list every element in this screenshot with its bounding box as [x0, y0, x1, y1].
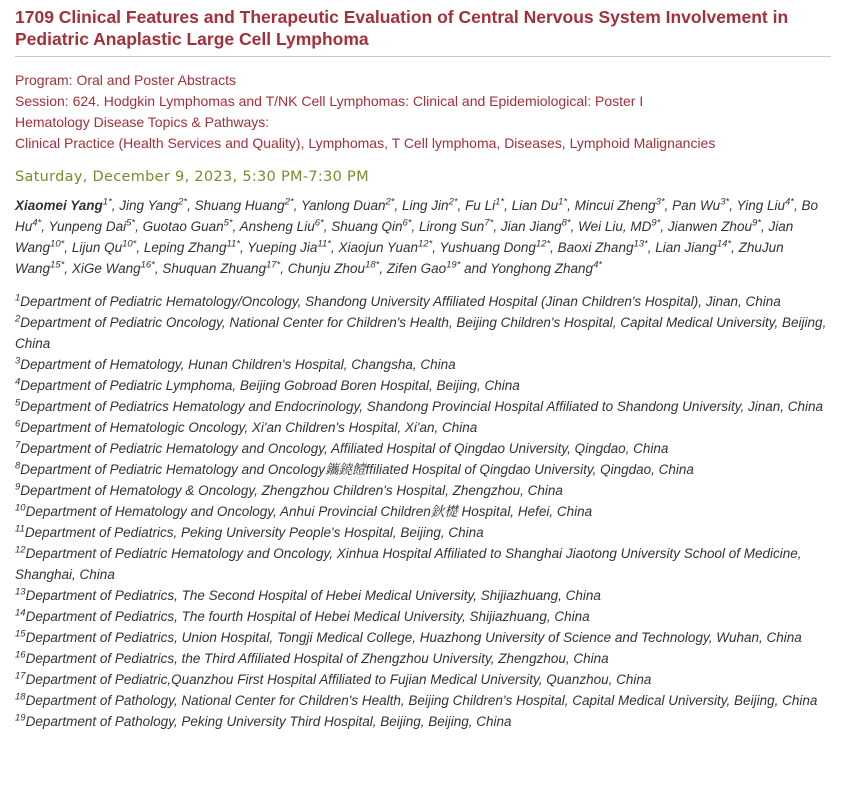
affiliation-number: 8 [15, 460, 21, 472]
author-affiliation-ref: 12* [535, 238, 551, 250]
author-affiliation-ref: 19* [446, 259, 461, 271]
affiliation-text: Department of Hematologic Oncology, Xi'an Children's Hospital, Xi'an, China [20, 420, 478, 435]
author-separator: , [504, 198, 512, 213]
affiliation-number: 19 [15, 712, 26, 724]
author-affiliation-ref: 14* [716, 238, 732, 250]
author-separator: , [793, 198, 802, 213]
author-separator: , [394, 198, 403, 213]
author-separator: , [64, 261, 72, 276]
affiliation-number: 12 [15, 544, 26, 556]
author-affiliation-ref: 9* [751, 217, 761, 229]
author-name: Yushuang Dong [439, 240, 536, 255]
author-name: Ying Liu [736, 198, 785, 213]
topic-separator: , [561, 135, 570, 151]
author-affiliation-ref: 12* [418, 238, 433, 250]
author-affiliation-ref: 1* [102, 196, 112, 208]
affiliation-item [15, 648, 831, 669]
author-separator: , [411, 219, 420, 234]
affiliation-number: 15 [15, 628, 26, 640]
affiliation-text: Department of Pediatric Hematology and Oncology, Affiliated Hospital of Qingdao University, Qingdao, China [20, 441, 669, 456]
author-affiliation-ref: 8* [561, 217, 571, 229]
affiliation-text: Department of Pediatric Lymphoma, Beijing Gobroad Boren Hospital, Beijing, China [20, 378, 520, 393]
affiliation-number: 18 [15, 691, 26, 703]
author-affiliation-ref: 5* [126, 217, 136, 229]
author-separator: , [457, 198, 466, 213]
author-name: Baoxi Zhang [557, 240, 634, 255]
author-separator: , [280, 261, 288, 276]
topic-link[interactable]: Lymphoid Malignancies [569, 135, 716, 151]
author-separator: , [187, 198, 195, 213]
topic-separator: , [300, 135, 309, 151]
author-name: Ling Jin [402, 198, 449, 213]
author-separator: , [232, 219, 240, 234]
author-name: Bo Hu [15, 198, 819, 234]
author-affiliation-ref: 2* [284, 196, 294, 208]
affiliation-item [15, 480, 831, 501]
affiliation-item [15, 606, 831, 627]
topic-separator: , [384, 135, 392, 151]
author-name: Ansheng Liu [239, 219, 315, 234]
topic-separator: , [496, 135, 505, 151]
affiliation-number: 11 [15, 523, 25, 535]
author-name: Yanlong Duan [300, 198, 386, 213]
author-affiliation-ref: 10* [122, 238, 137, 250]
author-separator: , [330, 240, 339, 255]
author-name: Lian Du [511, 198, 559, 213]
affiliation-item [15, 522, 831, 543]
affiliation-item [15, 711, 831, 732]
author-separator: , [731, 240, 739, 255]
author-separator: , [432, 240, 440, 255]
author-name: Yueping Jia [247, 240, 318, 255]
author-affiliation-ref: 11* [317, 238, 331, 250]
author-separator: , [111, 198, 120, 213]
author-name: Shuang Qin [331, 219, 403, 234]
author-affiliation-ref: 2* [178, 196, 188, 208]
author-separator: , [323, 219, 332, 234]
author-name: Leping Zhang [143, 240, 227, 255]
affiliation-text: Department of Pediatrics, the Third Affiliated Hospital of Zhengzhou University, Zhengzhou, China [25, 651, 609, 666]
topic-link[interactable]: T Cell lymphoma [391, 135, 497, 151]
author-affiliation-ref: 7* [484, 217, 494, 229]
author-affiliation-ref: 1* [495, 196, 505, 208]
affiliation-number: 16 [15, 649, 26, 661]
affiliation-item [15, 669, 831, 690]
affiliation-item [15, 543, 831, 585]
affiliation-item [15, 291, 831, 312]
affiliation-item [15, 690, 831, 711]
author-separator: and [460, 261, 491, 276]
topics-list [15, 133, 831, 154]
author-separator: , [41, 219, 49, 234]
author-separator: , [760, 219, 769, 234]
affiliation-number: 13 [15, 586, 26, 598]
author-name: Shuquan Zhuang [162, 261, 266, 276]
author-affiliation-ref: 13* [633, 238, 648, 250]
author-affiliation-ref: 4* [593, 259, 603, 271]
author-affiliation-ref: 11* [226, 238, 241, 250]
affiliation-number: 10 [15, 502, 26, 514]
author-separator: , [136, 240, 144, 255]
affiliation-text: Department of Pediatric Hematology and Oncology, Xinhua Hospital Affiliated to Shanghai Jiaotong University School of Medicine, Shanghai, China [15, 546, 802, 582]
author-separator: , [567, 198, 575, 213]
author-separator: , [647, 240, 656, 255]
affiliation-number: 1 [15, 292, 21, 304]
affiliation-text: Department of Pediatrics, Peking University People's Hospital, Beijing, China [24, 525, 484, 540]
author-affiliation-ref: 16* [140, 259, 155, 271]
program-label: Program: Oral and Poster Abstracts [15, 72, 236, 88]
author-affiliation-ref: 2* [385, 196, 395, 208]
author-name: Guotao Guan [142, 219, 224, 234]
affiliation-item [15, 354, 831, 375]
affiliation-text: Department of Pediatric,Quanzhou First Hospital Affiliated to Fujian Medical University, Quanzhou, China [25, 672, 652, 687]
author-affiliation-ref: 1* [558, 196, 568, 208]
affiliation-number: 6 [15, 418, 21, 430]
author-separator: , [664, 198, 673, 213]
author-name: Lijun Qu [71, 240, 123, 255]
author-name: Yunpeng Dai [48, 219, 127, 234]
author-name: Jing Yang [119, 198, 179, 213]
affiliation-item [15, 501, 831, 522]
author-name: Pan Wu [672, 198, 721, 213]
affiliation-text: Department of Pediatric Oncology, National Center for Children's Health, Beijing Children's Hospital, Capital Medical University, Beijing, China [15, 315, 827, 351]
affiliation-item [15, 375, 831, 396]
author-separator: , [293, 198, 301, 213]
presenting-author-name: Xiaomei Yang [15, 198, 103, 213]
author-name: Fu Li [465, 198, 496, 213]
author-affiliation-ref: 18* [365, 259, 380, 271]
affiliation-number: 3 [15, 355, 21, 367]
affiliation-number: 2 [15, 313, 21, 325]
affiliation-item [15, 627, 831, 648]
affiliation-item [15, 585, 831, 606]
topic-link[interactable]: Lymphomas [308, 135, 385, 151]
session-date: Saturday, December 9, 2023, 5:30 PM-7:30 PM [15, 169, 369, 185]
author-affiliation-ref: 4* [785, 196, 794, 208]
abstract-title: 1709 Clinical Features and Therapeutic Evaluation of Central Nervous System Involvement in Pediatric Anaplastic Large Cell Lymphoma [15, 6, 831, 57]
author-name: Lirong Sun [419, 219, 485, 234]
author-separator: , [64, 240, 72, 255]
author-separator: , [729, 198, 737, 213]
affiliation-text: Department of Pediatrics Hematology and Endocrinology, Shandong Provincial Hospital Affiliated to Shandong University, Jinan, China [20, 399, 823, 414]
author-name: XiGe Wang [71, 261, 141, 276]
affiliation-text: Department of Pediatrics, The Second Hospital of Hebei Medical University, Shijiazhuang, China [25, 588, 601, 603]
author-name: Chunju Zhou [287, 261, 366, 276]
session-label: Session: 624. Hodgkin Lymphomas and T/NK Cell Lymphomas: Clinical and Epidemiological: Poster I [15, 93, 644, 109]
author-affiliation-ref: 17* [265, 259, 281, 271]
topics-heading: Hematology Disease Topics & Pathways: [15, 114, 270, 130]
topic-link[interactable]: Clinical Practice (Health Services and Quality) [15, 135, 301, 151]
author-name: Jianwen Zhou [667, 219, 752, 234]
affiliation-number: 14 [15, 607, 26, 619]
author-affiliation-ref: 4* [32, 217, 42, 229]
author-name: Yonghong Zhang [490, 261, 594, 276]
affiliation-number: 7 [15, 439, 21, 451]
author-affiliation-ref: 10* [50, 238, 65, 250]
author-affiliation-ref: 6* [402, 217, 412, 229]
author-name: Jian Jiang [500, 219, 562, 234]
author-separator: , [493, 219, 501, 234]
author-affiliation-ref: 3* [720, 196, 730, 208]
affiliation-text: Department of Pediatric Hematology/Oncology, Shandong University Affiliated Hospital (Jinan Children's Hospital), Jinan, China [20, 294, 781, 309]
author-separator: , [154, 261, 163, 276]
author-name: ZhuJun Wang [15, 240, 784, 276]
author-affiliation-ref: 6* [314, 217, 324, 229]
affiliation-text: Department of Pathology, National Center for Children's Health, Beijing Children's Hospital, Capital Medical University, Beijing, China [25, 693, 818, 708]
author-separator: , [550, 240, 558, 255]
affiliation-text: Department of Pediatrics, The fourth Hospital of Hebei Medical University, Shijiazhuang, China [25, 609, 590, 624]
affiliation-text: Department of Hematology, Hunan Children's Hospital, Changsha, China [20, 357, 456, 372]
author-separator: , [135, 219, 143, 234]
author-name: Zifen Gao [386, 261, 447, 276]
affiliation-text: Department of Hematology and Oncology, Anhui Provincial Children鈥檚 Hospital, Hefei, China [25, 504, 593, 519]
author-affiliation-ref: 3* [655, 196, 665, 208]
affiliation-text: Department of Pathology, Peking University Third Hospital, Beijing, Beijing, China [25, 714, 512, 729]
author-separator: , [240, 240, 248, 255]
affiliation-item [15, 417, 831, 438]
affiliation-number: 9 [15, 481, 21, 493]
author-name: Mincui Zheng [574, 198, 656, 213]
affiliation-item [15, 312, 831, 354]
author-name: Jian Wang [15, 219, 794, 255]
author-affiliation-ref: 2* [448, 196, 458, 208]
affiliation-item [15, 396, 831, 417]
author-affiliation-ref: 5* [223, 217, 233, 229]
author-list [15, 195, 831, 279]
author-name: Xiaojun Yuan [338, 240, 419, 255]
author-affiliation-ref: 9* [651, 217, 661, 229]
affiliation-text: Department of Pediatric Hematology and Oncology鑴鐃饐ffiliated Hospital of Qingdao University, Qingdao, China [20, 462, 694, 477]
author-name: Lian Jiang [655, 240, 717, 255]
affiliation-text: Department of Hematology & Oncology, Zhengzhou Children's Hospital, Zhengzhou, China [20, 483, 563, 498]
author-name: Wei Liu, MD [578, 219, 652, 234]
affiliation-text: Department of Pediatrics, Union Hospital, Tongji Medical College, Huazhong University of Science and Technology, Wuhan, China [25, 630, 802, 645]
affiliation-number: 5 [15, 397, 21, 409]
author-separator: , [379, 261, 387, 276]
author-separator: , [660, 219, 668, 234]
session-info [15, 70, 831, 154]
author-affiliation-ref: 15* [50, 259, 65, 271]
affiliation-item [15, 438, 831, 459]
affiliation-item [15, 459, 831, 480]
affiliation-list [15, 291, 831, 732]
topic-link[interactable]: Diseases [504, 135, 562, 151]
author-name: Shuang Huang [194, 198, 285, 213]
affiliation-number: 4 [15, 376, 21, 388]
author-separator: , [570, 219, 579, 234]
affiliation-number: 17 [15, 670, 26, 682]
